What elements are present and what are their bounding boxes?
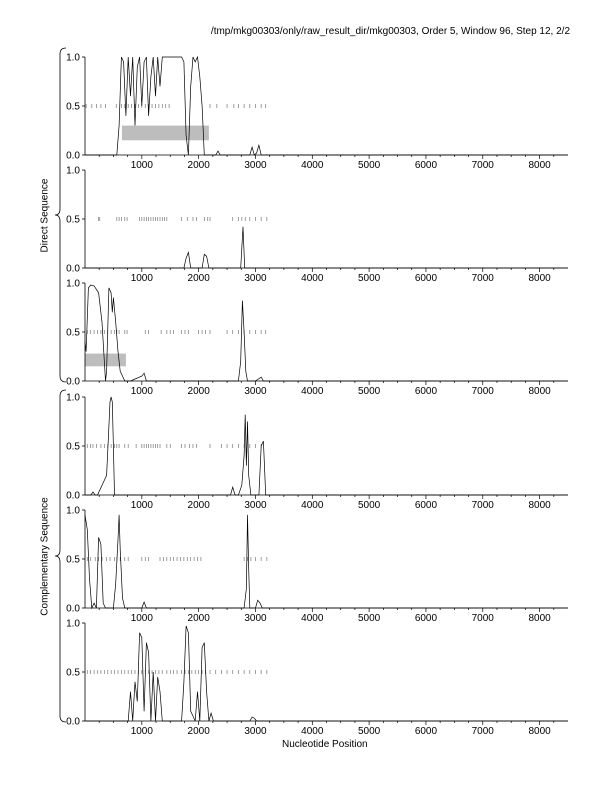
panel-5-x-tick-label: 7000	[471, 613, 494, 624]
panel-5-y-tick-label: 1.0	[66, 505, 80, 517]
panel-1-y-tick-label: 0.0	[66, 150, 80, 162]
panel-2-x-tick-label: 1000	[130, 273, 153, 284]
panel-6-x-tick-label: 7000	[471, 726, 494, 737]
panel-5-x-tick-label: 6000	[414, 613, 438, 624]
panel-1-x-tick-label: 4000	[301, 160, 324, 171]
panel-3-x-tick-label: 1000	[130, 386, 153, 397]
panel-2-x-tick-label: 4000	[301, 273, 324, 284]
panel-4-x-tick-label: 8000	[528, 500, 551, 511]
panel-6-x-tick-label: 8000	[528, 726, 551, 737]
panel-2-x-tick-label: 5000	[357, 273, 381, 284]
panel-6-x-tick-label: 6000	[414, 726, 438, 737]
panel-2-y-tick-label: 1.0	[66, 165, 80, 177]
panel-2-x-tick-label: 3000	[244, 273, 267, 284]
complementary-sequence-bracket	[55, 390, 66, 722]
panel-1-shaded-region	[122, 126, 209, 141]
panel-1-y-tick-label: 1.0	[66, 52, 80, 64]
panel-5-x-tick-label: 3000	[244, 613, 267, 624]
panel-6-x-tick-label: 1000	[130, 726, 153, 737]
panel-1-y-tick-label: 0.5	[66, 101, 80, 113]
panel-3-x-tick-label: 8000	[528, 386, 551, 397]
panel-2-y-tick-label: 0.5	[66, 214, 80, 226]
panel-4-x-tick-label: 7000	[471, 500, 494, 511]
panel-3-y-tick-label: 0.5	[66, 327, 80, 339]
panel-3-x-tick-label: 4000	[301, 386, 324, 397]
panel-6-y-tick-label: 0.0	[66, 716, 80, 728]
panel-3-x-tick-label: 5000	[357, 386, 381, 397]
panel-1-x-tick-label: 6000	[414, 160, 438, 171]
panel-2-series-line	[85, 227, 568, 268]
panel-4-y-tick-label: 1.0	[66, 392, 80, 404]
panel-2-x-tick-label: 8000	[528, 273, 551, 284]
figure-header: /tmp/mkg00303/only/raw_result_dir/mkg00303, Order 5, Window 96, Step 12, 2/2	[210, 26, 570, 37]
panel-3-series-line	[85, 285, 568, 381]
panel-5-x-tick-label: 4000	[301, 613, 324, 624]
panel-1-x-tick-label: 1000	[130, 160, 153, 171]
panel-5-x-tick-label: 2000	[187, 613, 210, 624]
complementary-sequence-label: Complementary Sequence	[39, 497, 51, 616]
panel-5-x-tick-label: 1000	[130, 613, 153, 624]
panel-6-x-tick-label: 2000	[187, 726, 210, 737]
panel-2-x-tick-label: 6000	[414, 273, 438, 284]
panel-2-x-tick-label: 7000	[471, 273, 494, 284]
panel-4-x-tick-label: 5000	[357, 500, 381, 511]
panel-6-x-tick-label: 4000	[301, 726, 324, 737]
panel-4-x-tick-label: 1000	[130, 500, 153, 511]
panel-6-y-tick-label: 0.5	[66, 667, 80, 679]
panel-4-y-tick-label: 0.0	[66, 490, 80, 502]
panel-6-y-tick-label: 1.0	[66, 618, 80, 630]
panel-3-x-tick-label: 6000	[414, 386, 438, 397]
panel-4-x-tick-label: 4000	[301, 500, 324, 511]
panel-2-x-tick-label: 2000	[187, 273, 210, 284]
direct-sequence-label: Direct Sequence	[39, 178, 51, 253]
panel-3-y-tick-label: 0.0	[66, 376, 80, 388]
x-axis-label: Nucleotide Position	[282, 739, 368, 750]
panel-1-x-tick-label: 5000	[357, 160, 381, 171]
panel-5-x-tick-label: 8000	[528, 613, 551, 624]
direct-sequence-bracket	[55, 48, 66, 382]
panel-6-x-tick-label: 5000	[357, 726, 381, 737]
panel-2-y-tick-label: 0.0	[66, 263, 80, 275]
panel-4-x-tick-label: 2000	[187, 500, 210, 511]
panel-1-x-tick-label: 8000	[528, 160, 551, 171]
panel-1-x-tick-label: 7000	[471, 160, 494, 171]
panel-3-y-tick-label: 1.0	[66, 278, 80, 290]
panel-5-series-line	[85, 515, 568, 608]
panel-6-x-tick-label: 3000	[244, 726, 267, 737]
panel-6-series-line	[85, 626, 568, 721]
panel-1-x-tick-label: 2000	[187, 160, 210, 171]
panel-3-x-tick-label: 2000	[187, 386, 210, 397]
panel-1-x-tick-label: 3000	[244, 160, 267, 171]
panel-3-x-tick-label: 7000	[471, 386, 494, 397]
panel-4-y-tick-label: 0.5	[66, 441, 80, 453]
panel-4-x-tick-label: 3000	[244, 500, 267, 511]
panel-5-x-tick-label: 5000	[357, 613, 381, 624]
panel-3-x-tick-label: 3000	[244, 386, 267, 397]
panel-5-y-tick-label: 0.5	[66, 554, 80, 566]
panel-4-x-tick-label: 6000	[414, 500, 438, 511]
panel-5-y-tick-label: 0.0	[66, 603, 80, 615]
